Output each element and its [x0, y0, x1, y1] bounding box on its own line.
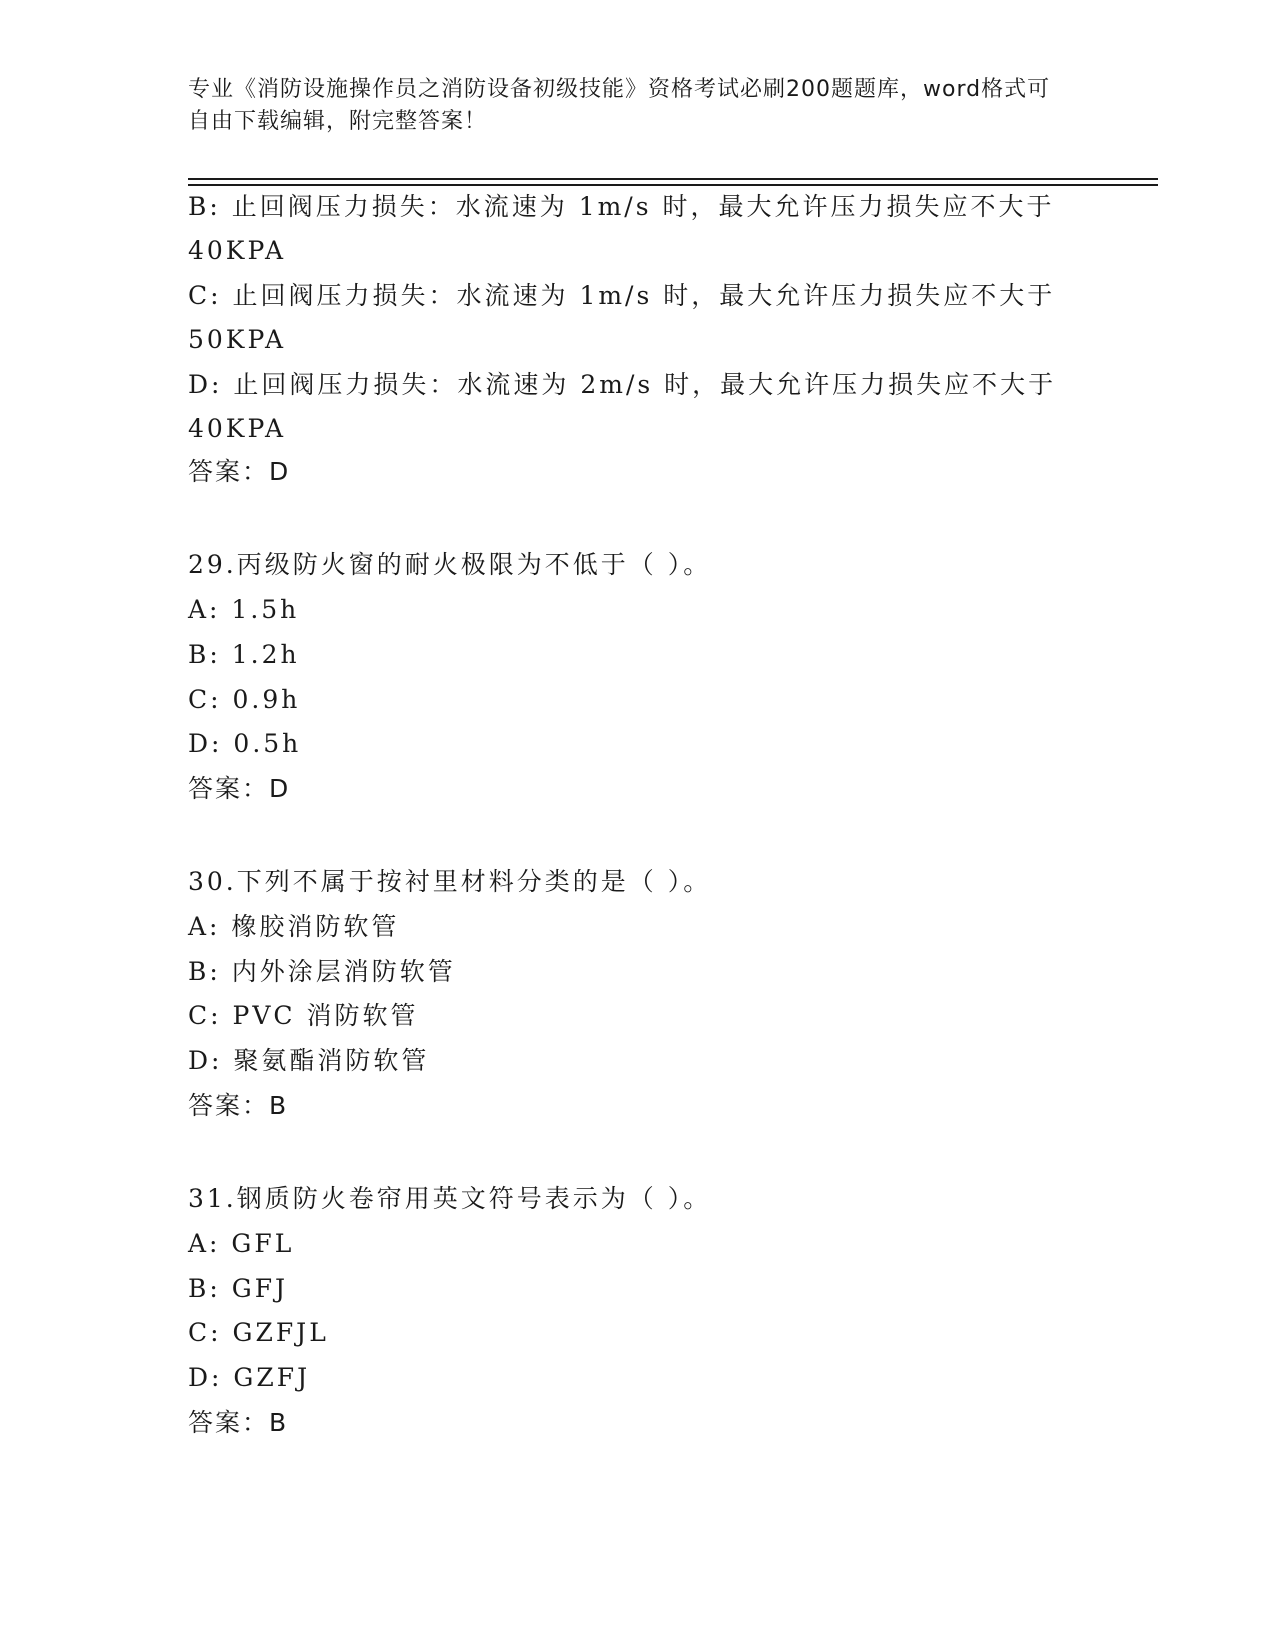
q29-option-d: D: 0.5h [188, 729, 302, 758]
q30-option-d: D: 聚氨酯消防软管 [188, 1046, 430, 1075]
q30-option-a: A: 橡胶消防软管 [188, 912, 400, 941]
q31-option-d: D: GZFJ [188, 1363, 311, 1392]
q31-answer: 答案：B [188, 1408, 289, 1437]
q29-question: 29.丙级防火窗的耐火极限为不低于（ ）。 [188, 550, 712, 579]
header-rule-top [188, 178, 1158, 180]
q29-option-c: C: 0.9h [188, 685, 301, 714]
q29-option-b: B: 1.2h [188, 640, 300, 669]
q28-option-d-line1: D: 止回阀压力损失：水流速为 2m/s 时，最大允许压力损失应不大于 [188, 370, 1057, 399]
q28-option-b-line1: B: 止回阀压力损失：水流速为 1m/s 时，最大允许压力损失应不大于 [188, 192, 1055, 221]
document-header: 专业《消防设施操作员之消防设备初级技能》资格考试必刷200题题库，word格式可自由下载编辑，附完整答案！ [188, 77, 1051, 134]
q30-answer: 答案：B [188, 1091, 289, 1120]
q31-question: 31.钢质防火卷帘用英文符号表示为（ ）。 [188, 1184, 712, 1213]
q29-answer: 答案：D [188, 774, 291, 803]
q30-option-c: C: PVC 消防软管 [188, 1001, 419, 1030]
q30-option-b: B: 内外涂层消防软管 [188, 957, 456, 986]
q31-option-b: B: GFJ [188, 1274, 289, 1303]
q28-answer: 答案：D [188, 457, 291, 486]
q31-option-c: C: GZFJL [188, 1318, 329, 1347]
q28-option-c-line1: C: 止回阀压力损失：水流速为 1m/s 时，最大允许压力损失应不大于 [188, 281, 1056, 310]
q31-option-a: A: GFL [188, 1229, 295, 1258]
q28-option-b-line2: 40KPA [188, 236, 287, 265]
q28-option-d-line2: 40KPA [188, 414, 287, 443]
q30-question: 30.下列不属于按衬里材料分类的是（ ）。 [188, 867, 712, 896]
q28-option-c-line2: 50KPA [188, 325, 287, 354]
header-rule-bottom [188, 184, 1158, 186]
q29-option-a: A: 1.5h [188, 595, 300, 624]
